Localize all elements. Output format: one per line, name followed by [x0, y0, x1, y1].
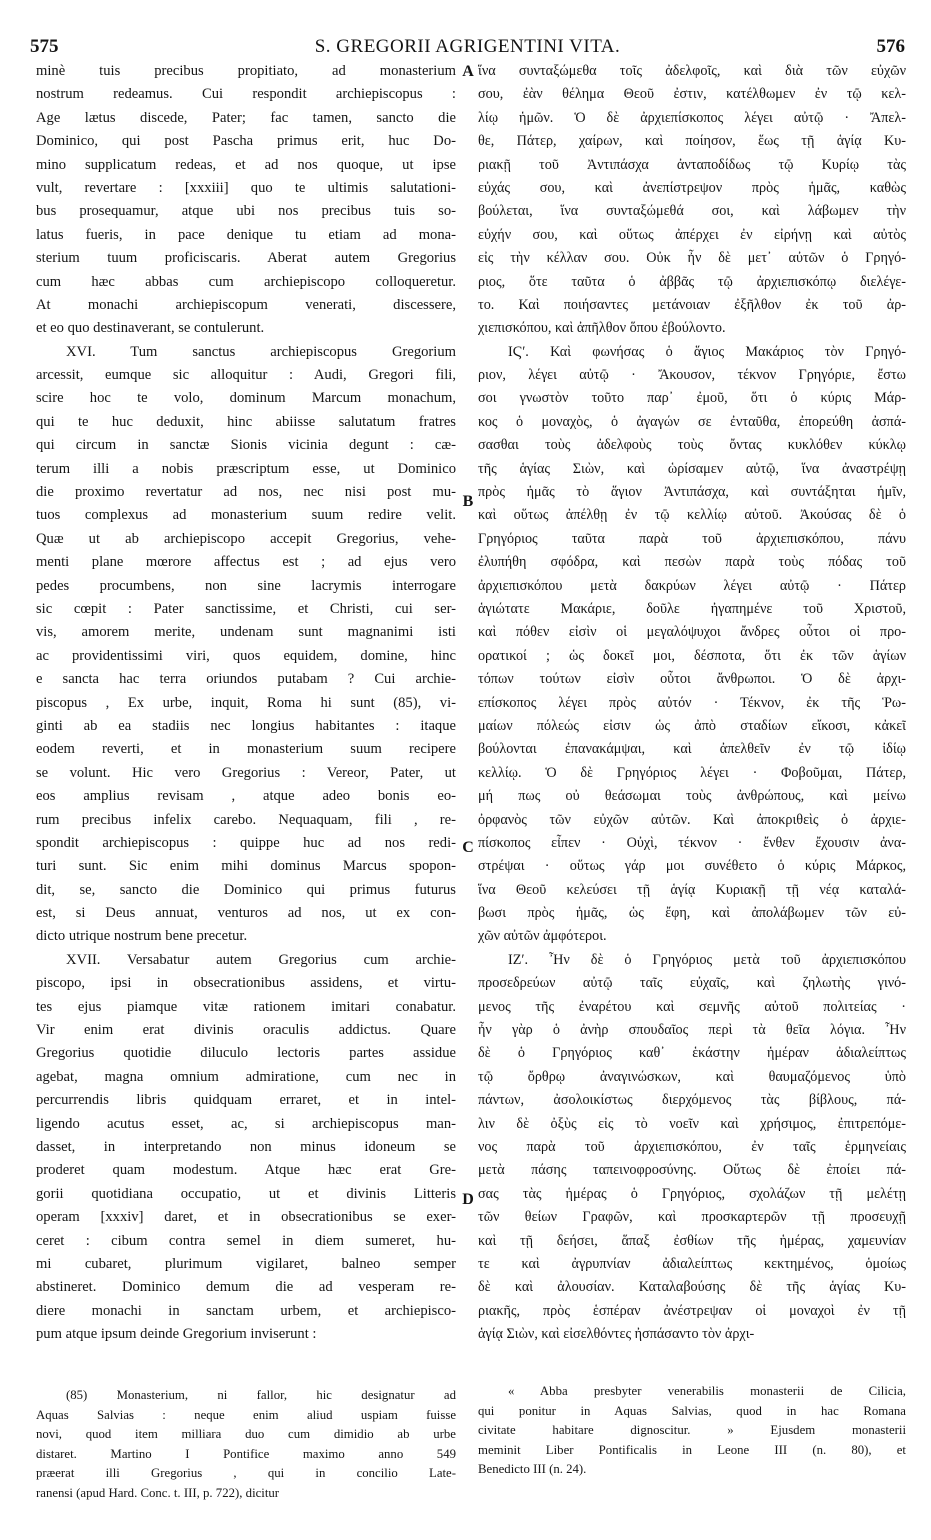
- footnote-latin: [36, 1386, 456, 1504]
- text-line: μή πως οὐ θεάσωμαι τοὺς ἀνθρώπους, καὶ μείνω: [478, 788, 906, 805]
- text-line: rum precibus infelix carebo. Nequaquam, fili , re-: [36, 811, 456, 828]
- text-line: ριον, λέγει αὐτῷ · Ἄκουσον, τέκνον Γρηγόριε, ἔστω: [478, 367, 906, 384]
- text-line: dit, se, sancto die Dominico qui primus futurus: [36, 881, 456, 898]
- page-number-left: 575: [30, 36, 59, 57]
- text-line: diere monachi in sanctam urbem, et archiepisco-: [36, 1302, 456, 1319]
- text-line: Benedicto III (n. 24).: [478, 1462, 587, 1477]
- text-line: καὶ πόθεν εἰσὶν οἱ μεγαλόψυχοι ἄνδρες οὗτοι οἱ προ-: [478, 624, 906, 641]
- text-line: ἁγίᾳ Σιὼν, καὶ εἰσελθόντες ἠσπάσαντο τὸν ἀρχι-: [478, 1326, 755, 1343]
- text-line: At monachi archiepiscopum venerati, discessere,: [36, 296, 456, 313]
- text-line: λίῳ ἡμῶν. Ὁ δὲ ἀρχιεπίσκοπος λέγει αὐτῷ · Ἄπελ-: [478, 109, 906, 126]
- text-line: θε, Πάτερ, χαίρων, καὶ ποίησον, ἕως τῇ ἁγίᾳ Κυ-: [478, 133, 906, 150]
- text-line: pum atque ipsum deinde Gregorium inviserunt :: [36, 1326, 317, 1343]
- text-line: εὐχήν σου, καὶ οὕτως ἀπέρχει ἐν εἰρήνῃ καὶ αὐτὸς: [478, 226, 906, 243]
- margin-letter-d: D: [462, 1191, 474, 1208]
- text-line: qui te huc deduxit, hinc abiisse salutatum fratres: [36, 413, 456, 430]
- text-line: ranensi (apud Hard. Conc. t. III, p. 722), dicitur: [36, 1485, 280, 1500]
- text-line: (85) Monasterium, ni fallor, hic designatur ad: [66, 1388, 456, 1402]
- text-line: το. Καὶ ποιήσαντες μετάνοιαν ἐξῆλθον ἐκ τοῦ ἀρ-: [478, 296, 906, 313]
- text-line: ριος, ὅτε ταῦτα ὁ ἀββᾶς τῷ ἀρχιεπισκόπῳ διελέγε-: [478, 273, 906, 290]
- text-line: νος παρὰ τοῦ ἀρχιεπισκόπου, ἐν ταῖς ἑρμηνείαις: [478, 1138, 906, 1155]
- text-line: « Abba presbyter venerabilis monasterii de Cilicia,: [508, 1384, 906, 1398]
- text-line: δὲ καὶ ἀλουσίαν. Καταλαβούσης δὲ τῆς ἁγίας Κυ-: [478, 1279, 906, 1296]
- text-line: arcessit, eumque sic alloquitur : Audi, Gregori fili,: [36, 367, 456, 384]
- text-line: ἦν γὰρ ὁ ἀνὴρ σπουδαῖος περὶ τὰ θεῖα λόγια. Ἦν: [478, 1022, 906, 1039]
- text-line: proderet quam modestum. Atque hæc erat Gre-: [36, 1162, 456, 1179]
- text-line: eos amplius revisam , atque adeo bonis eo-: [36, 788, 456, 805]
- text-line: κελλίῳ. Ὁ δὲ Γρηγόριος λέγει · Φοβοῦμαι, Πάτερ,: [478, 764, 906, 781]
- text-line: χιεπισκόπου, καὶ ἀπῆλθον ὅπου ἐβούλοντο.: [478, 320, 726, 337]
- text-line: abstineret. Dominico demum die ad vesperam re-: [36, 1279, 456, 1296]
- text-line: cum hæc abbas cum archiepiscopo colloqueretur.: [36, 273, 456, 290]
- text-line: percurrendis libris quidquam erraret, et in intel-: [36, 1092, 456, 1109]
- text-line: τῷ ὄρθρῳ ἀναγινώσκων, καὶ θαυμαζόμενος ὑπὸ: [478, 1068, 906, 1085]
- text-line: novi, quod item milliara duo cum dimidio ab urbe: [36, 1427, 456, 1442]
- text-line: qui ponitur in Aquas Salvias, quod in hac Romana: [478, 1403, 906, 1418]
- text-line: ac providentissimi viri, quos equidem, domine, hinc: [36, 647, 456, 664]
- text-line: gorii quotidiana occupatio, ut et divinis Litteris: [36, 1185, 456, 1202]
- text-line: στρέψαι · οὕτως γάρ μοι συνέθετο ὁ κύρις Μάρκος,: [478, 858, 906, 875]
- text-line: meminit Liber Pontificalis in Leone III (n. 80), et: [478, 1442, 906, 1457]
- text-line: vult, revertare : [xxxiii] quo te ultimis salutationi-: [36, 179, 456, 196]
- text-line: mino supplicatum redeas, et ad nos quoque, ut ipse: [36, 156, 456, 173]
- text-line: ΙϚʹ. Καὶ φωνήσας ὁ ἅγιος Μακάριος τὸν Γρηγό-: [508, 343, 906, 360]
- text-line: Age lætus discede, Pater; fac tamen, sancto die: [36, 109, 456, 126]
- text-line: πίσκοπος εἶπεν · Οὐχὶ, τέκνον · ἔνθεν ἔχουσιν ἀνα-: [478, 834, 906, 851]
- text-line: μαίων πόλεώς εἰσιν ὡς ἀπὸ σταδίων εἴκοσι, κἀκεῖ: [478, 717, 906, 734]
- text-line: eodem reverti, et in monasterium suum recipere: [36, 741, 456, 758]
- text-line: μετὰ πάσης ταπεινοφροσύνης. Οὕτως δὲ ἐποίει πά-: [478, 1162, 906, 1179]
- text-line: ligendo acutus esset, ac, si archiepiscopus man-: [36, 1115, 456, 1132]
- text-line: sic cœpit : Pater sanctissime, et Christi, cui ser-: [36, 600, 456, 617]
- text-line: est, si Deus annuat, venturos ad nos, ut ex con-: [36, 905, 456, 922]
- text-line: mi cubaret, plurimum vigilaret, balneo semper: [36, 1255, 456, 1272]
- page-number-right: 576: [876, 36, 905, 57]
- text-line: επίσκοπος λέγει πρὸς αὐτόν · Τέκνον, ἐκ τῆς Ῥω-: [478, 694, 906, 711]
- text-line: operam [xxxiv] daret, et in obsecrationibus se exer-: [36, 1209, 456, 1226]
- text-line: terum illi a nobis præscriptum esse, ut Dominico: [36, 460, 456, 477]
- greek-column: [478, 60, 906, 1346]
- text-line: εἰς τὴν κέλλαν σου. Οὐκ ἦν δὲ μετ᾽ αὐτῶν ὁ Γρηγό-: [478, 250, 906, 267]
- text-line: τῶν θείων Γραφῶν, καὶ προσκαρτερῶν τῇ προσευχῇ: [478, 1209, 906, 1226]
- text-line: e sancta hac terra oriundos putabam ? Cui archie-: [36, 671, 456, 688]
- text-line: distaret. Martino I Pontifice maximo anno 549: [36, 1446, 456, 1461]
- text-line: Vir enim erat divinis oraculis addictus. Quare: [36, 1022, 456, 1039]
- text-line: dasset, in interpretando non minus idoneum se: [36, 1138, 456, 1155]
- text-line: Dominico, qui post Pascha primus erit, huc Do-: [36, 133, 456, 150]
- text-line: πάντων, ἀσολοικίστως διερχόμενος τὰς βίβλους, πά-: [478, 1092, 906, 1109]
- text-line: εὐχάς σου, καὶ ἀνεπίστρεψον πρὸς ἡμᾶς, καθὼς: [478, 179, 906, 196]
- margin-letter-a: A: [462, 63, 474, 80]
- text-line: Quæ ut ab archiepiscopo accepit Gregorius, vehe-: [36, 530, 456, 547]
- text-line: sterium tuum proficiscaris. Aberat autem Gregorius: [36, 250, 456, 267]
- text-line: se volunt. Hic vero Gregorius : Vereor, Pater, ut: [36, 764, 456, 781]
- text-line: XVI. Tum sanctus archiepiscopus Gregorium: [66, 343, 456, 360]
- text-line: τε καὶ ἀγρυπνίαν ἀδιαλείπτως κεκτημένος, ὁμοίως: [478, 1255, 906, 1272]
- text-line: agebat, magna omnium admiratione, cum nec in: [36, 1068, 456, 1085]
- text-line: XVII. Versabatur autem Gregorius cum archie-: [66, 951, 456, 968]
- text-line: nostrum redeamus. Cui respondit archiepiscopus :: [36, 86, 456, 103]
- text-line: die proximo revertatur ad nos, nec nisi post mu-: [36, 484, 456, 501]
- text-line: βωσι πρὸς ἡμᾶς, ὡς ἔφη, καὶ ἀπολάβωμεν τῶν εὐ-: [478, 905, 906, 922]
- text-line: latus fueris, in pace denique tu etiam ad mona-: [36, 226, 456, 243]
- text-line: ΙΖʹ. Ἦν δὲ ὁ Γρηγόριος μετὰ τοῦ ἀρχιεπισκόπου: [508, 951, 906, 968]
- text-line: σας τὰς ἡμέρας ὁ Γρηγόριος, σχολάζων τῇ μελέτῃ: [478, 1185, 906, 1202]
- text-line: ginti ab ea stadiis nec longius habitantes : itaque: [36, 717, 456, 734]
- text-line: ριακῆς, πρὸς ἑσπέραν ἀνέστρεψαν οἱ μοναχοὶ ἐν τῇ: [478, 1302, 906, 1319]
- text-line: Gregorius quotidie diluculo lectoris partes assidue: [36, 1045, 456, 1062]
- text-line: minè tuis precibus propitiato, ad monasterium: [36, 63, 456, 79]
- text-line: βούλονται ἐπανακάμψαι, καὶ ἀπελθεῖν ἐν τῷ ἰδίῳ: [478, 741, 906, 758]
- text-line: σου, ἐὰν θέλημα Θεοῦ ἐστιν, κατέλθωμεν ἐν τῷ κελ-: [478, 86, 906, 103]
- text-line: bus prosequamur, atque ubi nos precibus tuis so-: [36, 203, 456, 220]
- text-line: τῆς ἁγίας Σιὼν, καὶ ὡρίσαμεν αὐτῷ, ἵνα ἀναστρέψῃ: [478, 460, 906, 477]
- margin-letter-b: B: [462, 493, 474, 510]
- text-line: κος ὁ μοναχὸς, ὁ ἀγαγών σε ἐνταῦθα, ἐπορεύθη ἀσπά-: [478, 413, 906, 430]
- footnote-greek: [478, 1382, 906, 1480]
- text-line: piscopo, ipsi in obsecrationibus assidens, et virtu-: [36, 975, 456, 992]
- text-line: spondit archiepiscopus : quippe huc ad nos redi-: [36, 834, 456, 851]
- text-line: προσεδρεύων αὐτῷ ταῖς εὐχαῖς, καὶ ζηλωτὴς γινό-: [478, 975, 906, 992]
- text-line: σοι γνωστὸν τοῦτο παρ᾽ ἐμοῦ, ὅτι ὁ κύρις Μάρ-: [478, 390, 906, 407]
- text-line: dicto utrique nostrum bene precetur.: [36, 928, 248, 945]
- text-line: Aquas Salvias : neque enim aliud uspiam fuisse: [36, 1407, 456, 1422]
- text-line: civitate habitare dignoscitur. » Ejusdem monasterii: [478, 1423, 906, 1438]
- latin-column: [36, 60, 456, 1346]
- text-line: δὲ ὁ Γρηγόριος καθ᾽ ἑκάστην ἡμέραν ἀδιαλείπτως: [478, 1045, 906, 1062]
- text-line: pedes procumbens, non sine lacrymis interrogare: [36, 577, 456, 594]
- text-line: χῶν αὐτῶν ἀμφότεροι.: [478, 928, 607, 945]
- text-line: βούλεται, ἵνα συνταξώμεθά σοι, καὶ λάβωμεν τὴν: [478, 203, 906, 220]
- text-line: scire hoc te volo, dominum Marcum monachum,: [36, 390, 456, 407]
- text-line: et eo quo destinaverant, se contulerunt.: [36, 320, 265, 337]
- text-line: ἁγιώτατε Μακάριε, δοῦλε ἠγαπημένε τοῦ Χριστοῦ,: [478, 600, 906, 617]
- text-line: ὀρφανὸς τῶν εὐχῶν αὐτῶν. Καὶ ἀποκριθεὶς ὁ ἀρχιε-: [478, 811, 906, 828]
- text-line: ἵνα Θεοῦ κελεύσει τῇ ἁγίᾳ Κυριακῇ τῇ νέᾳ καταλά-: [478, 881, 906, 898]
- text-line: μενος τῆς ἐναρέτου καὶ σεμνῆς αὐτοῦ πολιτείας ·: [478, 998, 906, 1015]
- text-line: turi sunt. Sic enim mihi dominus Marcus spopon-: [36, 858, 456, 875]
- text-line: menti plane mœrore affectus est ; ad ejus vero: [36, 554, 456, 571]
- text-line: Γρηγόριος ταῦτα παρὰ τοῦ ἀρχιεπισκόπου, πάνυ: [478, 530, 906, 547]
- text-line: tes ejus piamque vitæ rationem imitari conabatur.: [36, 998, 456, 1015]
- text-line: ορατικοί ; ὡς δοκεῖ μοι, δέσποτα, ὅτι ἐκ τῶν ἁγίων: [478, 647, 906, 664]
- text-line: qui circum in sanctæ Sionis vicinia degunt : cæ-: [36, 437, 456, 454]
- text-line: ἀρχιεπισκόπου μετὰ δακρύων λέγει αὐτῷ · Πάτερ: [478, 577, 906, 594]
- text-line: ceret : cibum contra semel in diem sumeret, hu-: [36, 1232, 456, 1249]
- text-line: vis, amorem merite, undenam sunt magnanimi isti: [36, 624, 456, 641]
- text-line: τόπων τούτων εἰσὶν οὗτοι ἄνθρωποι. Ὁ δὲ ἀρχι-: [478, 671, 906, 688]
- text-line: piscopus , Ex urbe, inquit, Roma hi sunt (85), vi-: [36, 694, 456, 711]
- text-line: tuos complexus ad monasterium suum redire velit.: [36, 507, 456, 524]
- text-line: καὶ οὕτως ἀπέλθῃ ἐν τῷ κελλίῳ αὐτοῦ. Ἀκούσας δὲ ὁ: [478, 507, 906, 524]
- text-line: ἵνα συνταξώμεθα τοῖς ἀδελφοῖς, καὶ διὰ τῶν εὐχῶν: [478, 63, 906, 79]
- text-line: ἐλυπήθη σφόδρα, καὶ πεσὼν παρὰ τοὺς πόδας τοῦ: [478, 554, 906, 571]
- text-line: ριακῇ τοῦ Ἀντιπάσχα ἀνταποδίδως τῷ Κυρίῳ τὰς: [478, 156, 906, 173]
- text-line: præerat illi Gregorius , qui in concilio Late-: [36, 1466, 456, 1481]
- text-line: λιν δὲ ὀξὺς εἰς τὸ νοεῖν καὶ χρήσιμος, ἐπιτρεπόμε-: [478, 1115, 906, 1132]
- page-header: [30, 36, 905, 60]
- text-line: πρὸς ἡμᾶς τὸ ἅγιον Ἀντιπάσχα, καὶ συντάξηται ἡμῖν,: [478, 484, 906, 501]
- text-line: σασθαι τοὺς ἀδελφοὺς τοὺς ὄντας κυκλόθεν κύκλῳ: [478, 437, 906, 454]
- margin-letter-c: C: [462, 839, 474, 856]
- running-title: S. GREGORII AGRIGENTINI VITA.: [314, 36, 621, 57]
- text-line: καὶ τῇ δεήσει, ἅπαξ ἐσθίων τῆς ἡμέρας, χαμευνίαν: [478, 1232, 906, 1249]
